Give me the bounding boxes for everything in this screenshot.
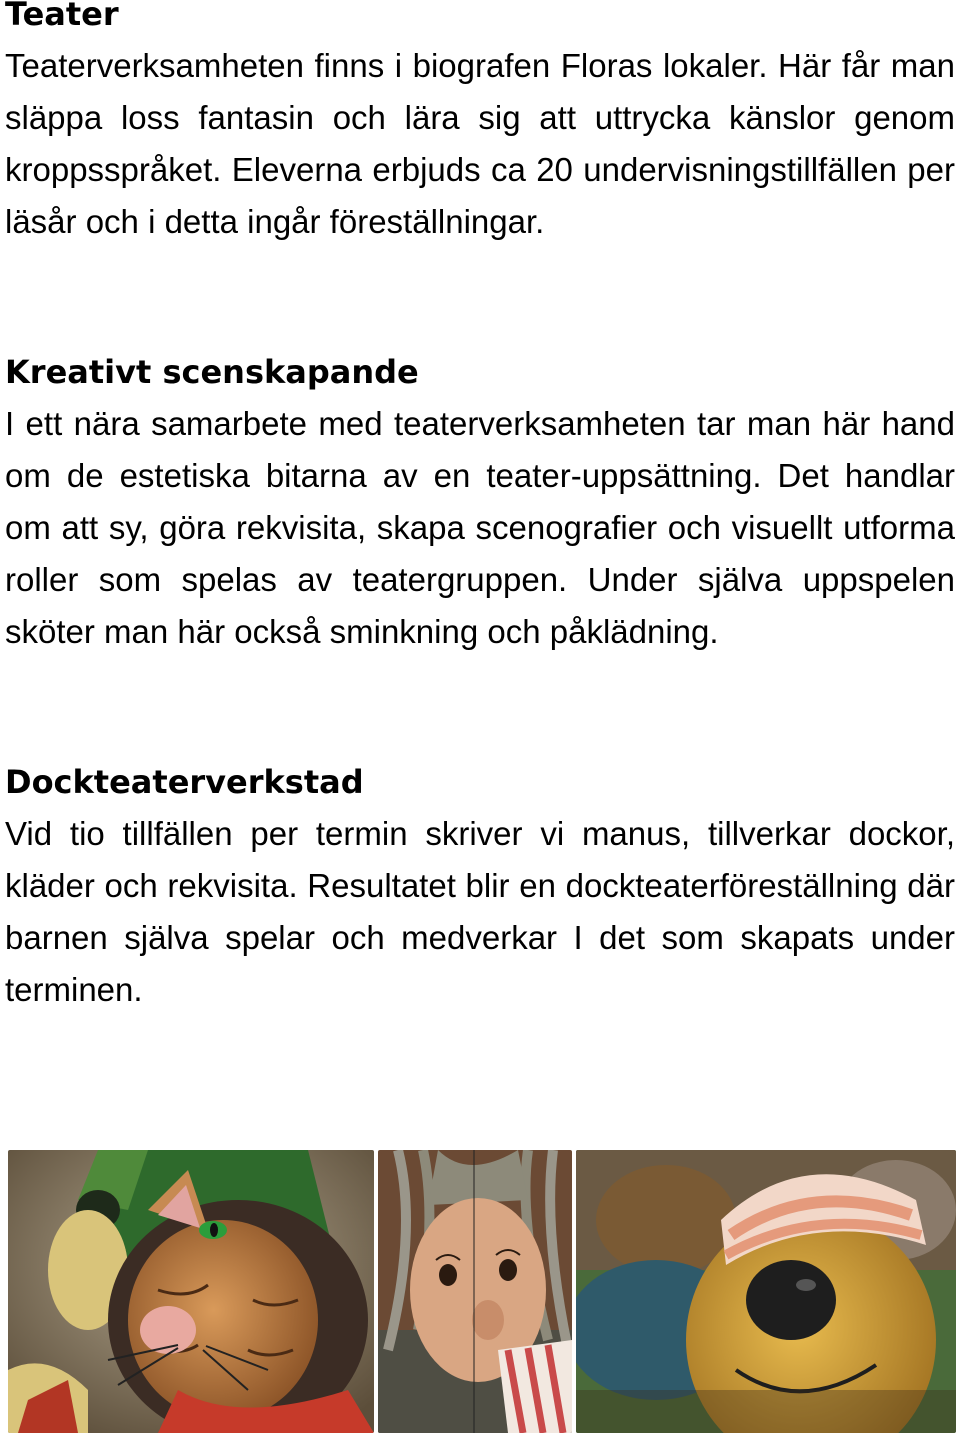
girl-puppet-illustration bbox=[378, 1150, 572, 1433]
section-kreativt-scenskapande bbox=[5, 346, 955, 658]
section-body: Teaterverksamheten finns i biografen Floras lokaler. Här får man släppa loss fantasin och lära sig att uttrycka känslor genom kroppsspråket. Eleverna erbjuds ca 20 undervisningstillfällen per läsår och i detta ingår föreställningar. bbox=[5, 47, 955, 240]
photo-bear-puppet bbox=[576, 1150, 956, 1433]
section-heading: Teater bbox=[5, 0, 119, 33]
section-teater bbox=[5, 0, 955, 248]
photo-strip bbox=[8, 1150, 956, 1433]
photo-cat-puppet bbox=[8, 1150, 374, 1433]
section-dockteaterverkstad bbox=[5, 756, 955, 1016]
bear-puppet-illustration bbox=[576, 1150, 956, 1433]
photo-girl-puppet bbox=[378, 1150, 572, 1433]
section-heading: Dockteaterverkstad bbox=[5, 763, 364, 801]
section-heading: Kreativt scenskapande bbox=[5, 353, 419, 391]
section-body: Vid tio tillfällen per termin skriver vi manus, tillverkar dockor, kläder och rekvisita. Resultatet blir en dockteaterföreställning där barnen själva spelar och medverkar I det som skapats under terminen. bbox=[5, 815, 955, 1008]
cat-puppet-illustration bbox=[8, 1150, 374, 1433]
section-body: I ett nära samarbete med teaterverksamheten tar man här hand om de estetiska bitarna av en teater-uppsättning. Det handlar om att sy, göra rekvisita, skapa scenografier och visuellt utforma roller som spelas av teatergruppen. Under själva uppspelen sköter man här också sminkning och påklädning. bbox=[5, 405, 955, 650]
